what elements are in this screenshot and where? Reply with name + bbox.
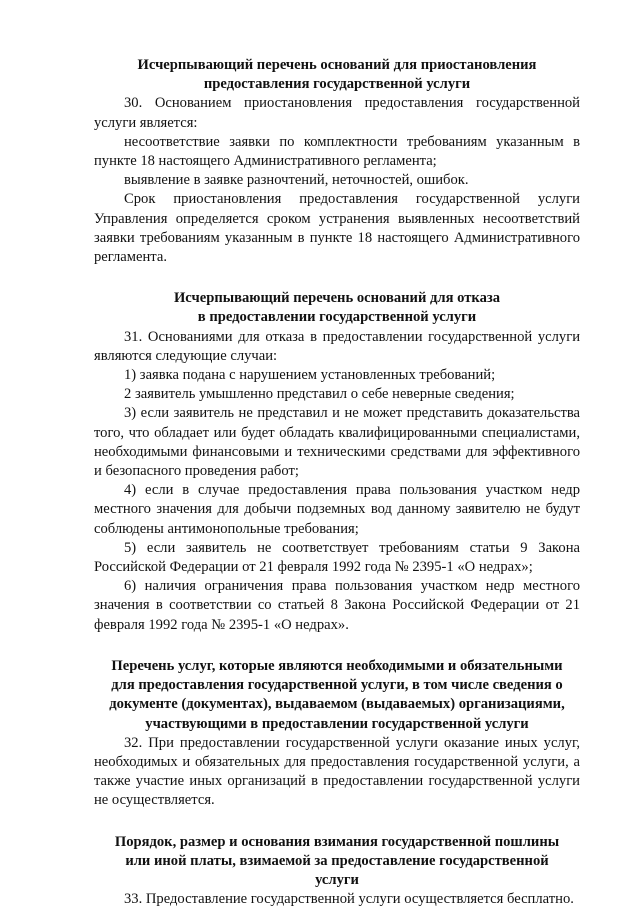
section-heading-line: Перечень услуг, которые являются необходимыми и обязательными	[111, 657, 563, 674]
section-required-services	[94, 657, 580, 811]
paragraph: 30. Основанием приостановления предоставления государственной услуги является:	[94, 95, 580, 131]
section-fees	[94, 833, 580, 909]
section-heading-line: Порядок, размер и основания взимания государственной пошлины	[114, 833, 560, 850]
list-item: 1) заявка подана с нарушением установленных требований;	[124, 367, 496, 384]
section-heading-line: Исчерпывающий перечень оснований для отказа	[173, 290, 501, 307]
paragraph: Срок приостановления предоставления государственной услуги Управления определяется сроком устранения выявленных несоответствий заявки требованиям указанным в пункте 18 настоящего Административного регламента.	[94, 191, 580, 266]
section-heading-line: участвующими в предоставлении государственной услуги	[145, 715, 529, 732]
section-heading-line: в предоставлении государственной услуги	[197, 309, 477, 326]
list-item: 6) наличия ограничения права пользования участком недр местного значения в соответствии со статьей 8 Закона Российской Федерации от 21 февраля 1992 года № 2395-1 «О недрах».	[94, 578, 580, 633]
section-refusal	[94, 289, 580, 635]
section-heading-line: для предоставления государственной услуги, в том числе сведения о	[111, 677, 563, 694]
section-suspension	[94, 56, 580, 267]
paragraph: несоответствие заявки по комплектности требованиям указанным в пункте 18 настоящего Административного регламента;	[94, 133, 580, 170]
section-heading-line: или иной платы, взимаемой за предоставление государственной	[125, 852, 549, 869]
list-item: 4) если в случае предоставления права пользования участком недр местного значения для добычи подземных вод данному заявителю не будут соблюдены антимонопольные требования;	[94, 482, 580, 537]
list-item: 3) если заявитель не представил и не может представить доказательства того, что обладает или будет обладать квалифицированными специалистами, необходимыми финансовыми и техническими средствами для эффективного и безопасного проведения работ;	[94, 405, 580, 480]
list-item: 5) если заявитель не соответствует требованиям статьи 9 Закона Российской Федерации от 21 февраля 1992 года № 2395-1 «О недрах»;	[94, 539, 580, 576]
section-heading-line: предоставления государственной услуги	[203, 76, 471, 93]
paragraph: 32. При предоставлении государственной услуги оказание иных услуг, необходимых и обязательных для предоставления государственной услуги, а также участие иных организаций в предоставлении государственной услуги не осуществляется.	[94, 734, 580, 809]
document-page	[94, 56, 580, 909]
paragraph: 33. Предоставление государственной услуги осуществляется бесплатно.	[124, 891, 574, 908]
section-heading-line: услуги	[315, 871, 359, 888]
section-heading-line: документе (документах), выдаваемом (выдаваемых) организациями,	[109, 696, 565, 713]
paragraph: выявление в заявке разночтений, неточностей, ошибок.	[124, 172, 469, 189]
list-item: 2 заявитель умышленно представил о себе неверные сведения;	[124, 386, 515, 403]
section-heading-line: Исчерпывающий перечень оснований для приостановления	[137, 57, 537, 73]
paragraph: 31. Основаниями для отказа в предоставлении государственной услуги являются следующие случаи:	[94, 328, 580, 364]
